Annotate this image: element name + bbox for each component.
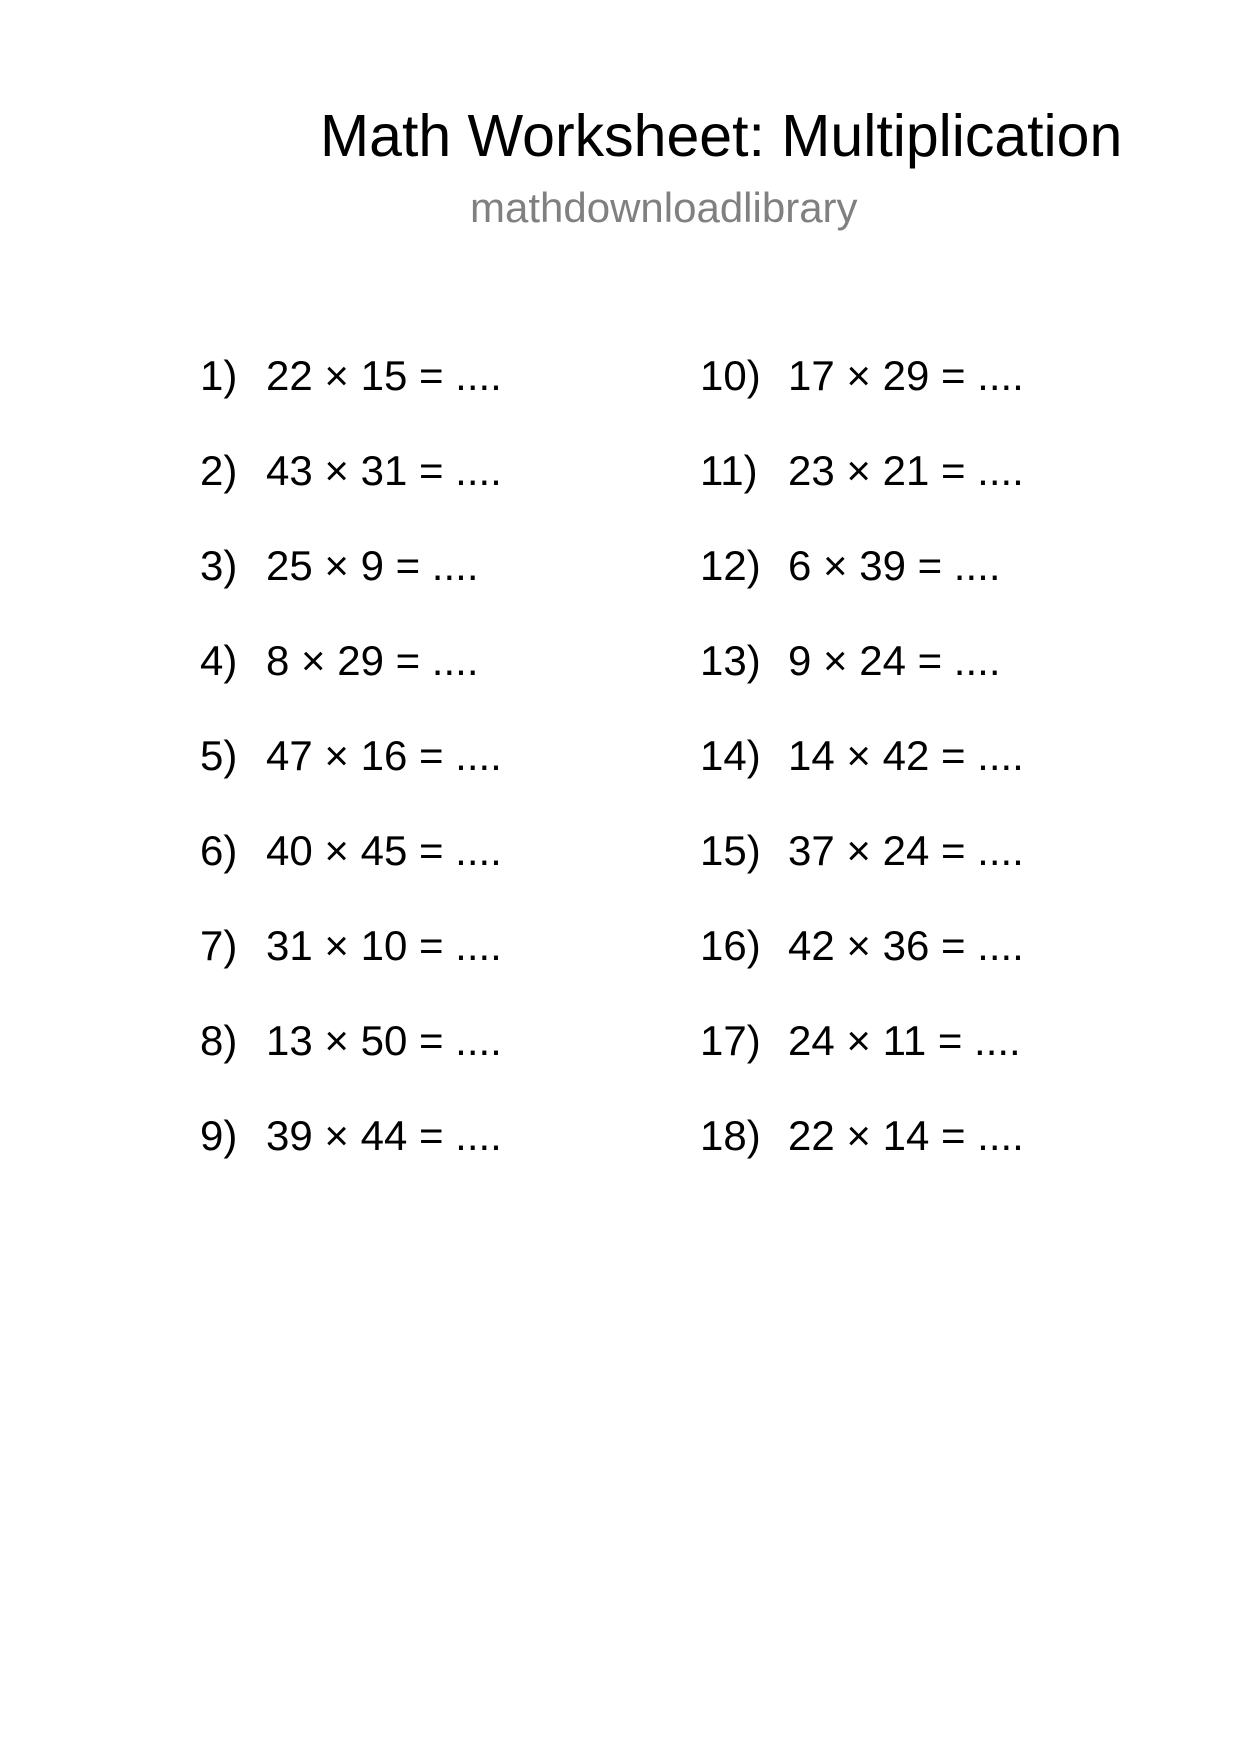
problem-expression: 8 × 29 = .... xyxy=(266,637,479,684)
problem-expression: 47 × 16 = .... xyxy=(266,732,502,779)
problem-expression: 39 × 44 = .... xyxy=(266,1112,502,1159)
problem-expression: 43 × 31 = .... xyxy=(266,447,502,494)
problem-item xyxy=(200,441,502,536)
problem-expression: 13 × 50 = .... xyxy=(266,1017,502,1064)
problem-item xyxy=(700,821,1024,916)
problem-number: 10) xyxy=(700,352,761,399)
problem-number: 14) xyxy=(700,732,761,779)
problem-number: 7) xyxy=(200,922,238,969)
problem-expression: 17 × 29 = .... xyxy=(788,352,1024,399)
problem-expression: 37 × 24 = .... xyxy=(788,827,1024,874)
problem-item xyxy=(200,726,502,821)
problem-item xyxy=(700,631,1024,726)
problem-item xyxy=(200,536,502,631)
problem-number: 5) xyxy=(200,732,238,779)
problem-number: 4) xyxy=(200,637,238,684)
problem-item xyxy=(700,916,1024,1011)
problem-number: 13) xyxy=(700,637,761,684)
worksheet-title: Math Worksheet: Multiplication xyxy=(320,103,1123,169)
problem-number: 8) xyxy=(200,1017,238,1064)
problem-expression: 24 × 11 = .... xyxy=(788,1017,1021,1064)
problem-item xyxy=(200,346,502,441)
problem-expression: 31 × 10 = .... xyxy=(266,922,502,969)
problem-number: 9) xyxy=(200,1112,238,1159)
problem-item xyxy=(700,1011,1024,1106)
problem-item xyxy=(200,1011,502,1106)
problem-item xyxy=(700,1106,1024,1201)
problem-expression: 6 × 39 = .... xyxy=(788,542,1001,589)
problem-expression: 14 × 42 = .... xyxy=(788,732,1024,779)
problem-item xyxy=(200,821,502,916)
problem-expression: 23 × 21 = .... xyxy=(788,447,1024,494)
problem-number: 11) xyxy=(700,447,758,494)
problem-number: 3) xyxy=(200,542,238,589)
problem-item xyxy=(700,441,1024,536)
problem-item xyxy=(700,536,1024,631)
problem-expression: 40 × 45 = .... xyxy=(266,827,502,874)
problem-item xyxy=(200,916,502,1011)
problem-number: 18) xyxy=(700,1112,761,1159)
problem-expression: 22 × 14 = .... xyxy=(788,1112,1024,1159)
problem-item xyxy=(200,631,502,726)
problem-number: 1) xyxy=(200,352,238,399)
problem-expression: 42 × 36 = .... xyxy=(788,922,1024,969)
problem-column-right xyxy=(700,346,1024,1201)
problem-expression: 25 × 9 = .... xyxy=(266,542,479,589)
problem-number: 16) xyxy=(700,922,761,969)
problem-item xyxy=(700,726,1024,821)
problem-item xyxy=(700,346,1024,441)
problem-column-left xyxy=(200,346,502,1201)
problem-expression: 9 × 24 = .... xyxy=(788,637,1001,684)
problem-expression: 22 × 15 = .... xyxy=(266,352,502,399)
problem-number: 6) xyxy=(200,827,238,874)
problem-item xyxy=(200,1106,502,1201)
problem-number: 2) xyxy=(200,447,238,494)
problem-number: 17) xyxy=(700,1017,761,1064)
problem-number: 12) xyxy=(700,542,761,589)
worksheet-subtitle: mathdownloadlibrary xyxy=(470,184,858,231)
problem-number: 15) xyxy=(700,827,761,874)
